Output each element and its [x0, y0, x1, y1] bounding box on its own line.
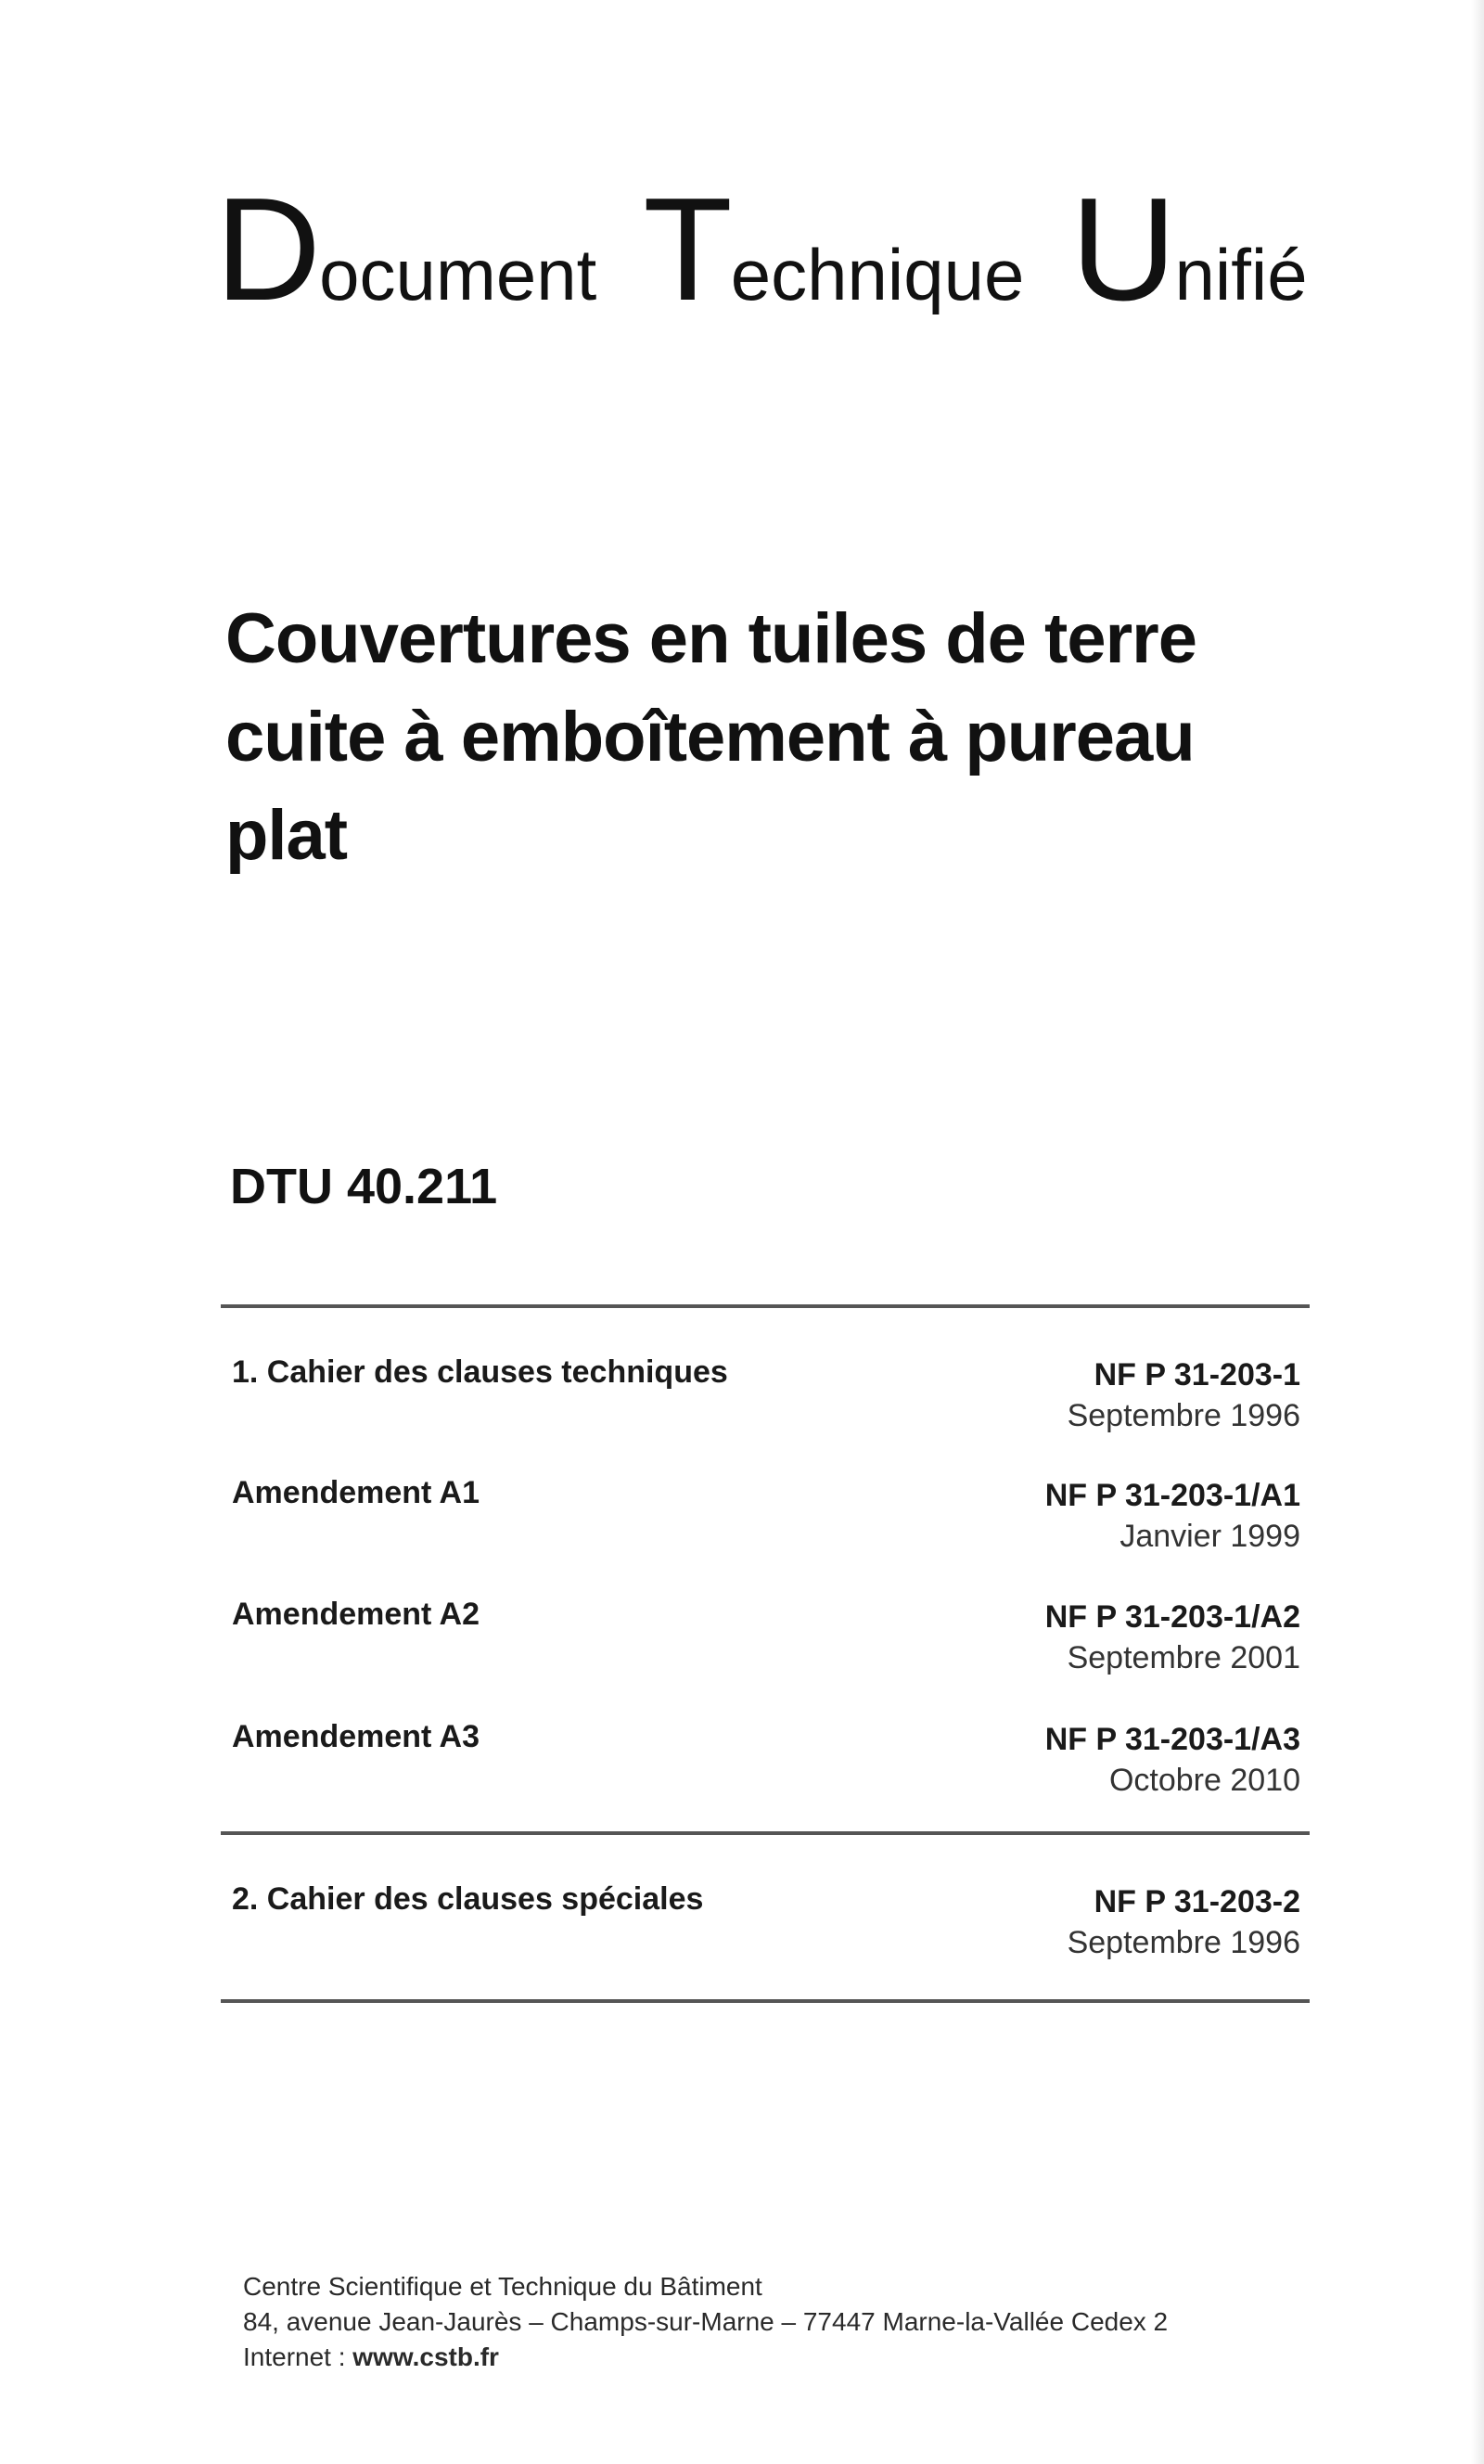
- publisher-footer: [243, 2269, 1168, 2375]
- entry-date: Septembre 2001: [1067, 1640, 1300, 1675]
- entry-reference: [1068, 1881, 1300, 1963]
- publisher-address: 84, avenue Jean-Jaurès – Champs-sur-Marne – 77447 Marne-la-Vallée Cedex 2: [243, 2307, 1169, 2336]
- entry-date: Octobre 2010: [1108, 1763, 1300, 1798]
- entry-reference: [1068, 1354, 1300, 1436]
- header-word-rest: echnique: [730, 234, 1025, 315]
- header-initial: T: [643, 168, 731, 331]
- entry-standard-code: NF P 31-203-1/A3: [1044, 1722, 1300, 1757]
- header-initial: U: [1070, 168, 1175, 331]
- header-word-technique: [643, 168, 1025, 331]
- entry-date: Janvier 1999: [1119, 1519, 1300, 1554]
- entry-row: [232, 1719, 1300, 1812]
- entry-row: [232, 1475, 1300, 1568]
- entry-label: Amendement A2: [232, 1597, 480, 1632]
- entry-reference: [1045, 1719, 1300, 1801]
- header-word-rest: ocument: [319, 234, 597, 315]
- entry-label: 2. Cahier des clauses spéciales: [232, 1881, 704, 1917]
- entry-standard-code: NF P 31-203-1/A1: [1044, 1478, 1300, 1513]
- entry-standard-code: NF P 31-203-1/A2: [1044, 1599, 1300, 1635]
- entry-date: Septembre 1996: [1067, 1925, 1300, 1960]
- entry-standard-code: NF P 31-203-1: [1094, 1357, 1300, 1392]
- title-line: cuite à emboîtement à pureau: [225, 698, 1195, 776]
- internet-label: Internet :: [243, 2342, 353, 2371]
- header-word-rest: nifié: [1174, 234, 1308, 315]
- publisher-internet: [243, 2340, 1168, 2375]
- header-initial: D: [215, 168, 320, 331]
- entry-label: Amendement A1: [232, 1475, 480, 1510]
- entry-label: Amendement A3: [232, 1719, 480, 1754]
- entry-label: 1. Cahier des clauses techniques: [232, 1354, 728, 1390]
- divider-bottom: [221, 1999, 1310, 2003]
- divider-top: [221, 1304, 1310, 1308]
- document-header: [215, 168, 1308, 331]
- title-line: Couvertures en tuiles de terre: [225, 599, 1197, 678]
- page-edge-shadow: [1471, 0, 1484, 2464]
- publisher-name: Centre Scientifique et Technique du Bâtiment: [243, 2272, 762, 2301]
- dtu-number: DTU 40.211: [230, 1159, 498, 1214]
- header-word-unifie: [1070, 168, 1308, 331]
- document-title: [225, 590, 1292, 885]
- entry-row: [232, 1881, 1300, 1974]
- internet-url: www.cstb.fr: [352, 2342, 499, 2371]
- divider-middle: [221, 1831, 1310, 1835]
- entry-standard-code: NF P 31-203-2: [1094, 1884, 1300, 1919]
- entry-date: Septembre 1996: [1067, 1398, 1300, 1433]
- entry-reference: [1045, 1597, 1300, 1678]
- title-line: plat: [225, 796, 348, 875]
- entry-row: [232, 1354, 1300, 1447]
- header-word-document: [215, 168, 597, 331]
- entry-reference: [1045, 1475, 1300, 1557]
- entry-row: [232, 1597, 1300, 1689]
